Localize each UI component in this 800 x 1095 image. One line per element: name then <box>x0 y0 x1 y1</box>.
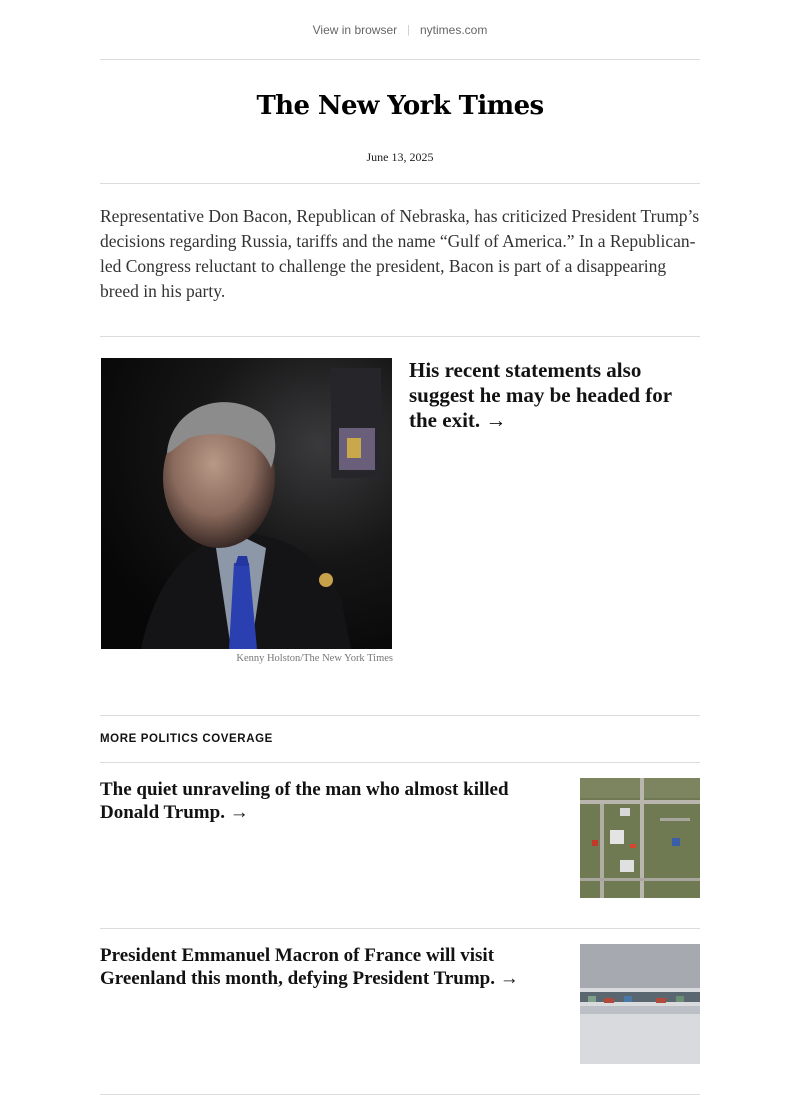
list-item[interactable] <box>100 929 700 1095</box>
issue-date: June 13, 2025 <box>366 150 434 164</box>
link-separator: | <box>407 23 410 36</box>
item-headline-link[interactable] <box>100 778 560 898</box>
item-headline[interactable]: The quiet unraveling of the man who almost killed Donald Trump. <box>100 779 509 823</box>
masthead <box>100 60 700 184</box>
aerial-illustration <box>580 778 700 898</box>
arrow-right-icon[interactable]: → <box>229 802 249 823</box>
greenland-illustration <box>580 944 700 1064</box>
greenland-photo[interactable] <box>580 944 700 1064</box>
portrait-illustration <box>101 358 392 649</box>
nyt-logo[interactable]: The New York Times <box>256 91 544 121</box>
portrait-photo[interactable] <box>101 358 392 649</box>
intro-paragraph: Representative Don Bacon, Republican of Nebraska, has criticized President Trump’s decisions regarding Russia, tariffs and the name “Gulf of America.” In a Republican-led Congress reluctant to challenge the president, Bacon is part of a disappearing breed in his party. <box>100 184 700 337</box>
item-headline[interactable]: President Emmanuel Macron of France will visit Greenland this month, defying President Trump. <box>100 945 496 989</box>
aerial-photo[interactable] <box>580 778 700 898</box>
feature-photo-column <box>101 358 393 715</box>
arrow-right-icon[interactable]: → <box>499 968 519 989</box>
item-headline-link[interactable] <box>100 944 560 1064</box>
view-in-browser-link[interactable]: View in browser <box>312 22 398 37</box>
email-container <box>100 0 700 1095</box>
list-item[interactable] <box>100 763 700 929</box>
feature-headline[interactable]: His recent statements also suggest he may be headed for the exit. <box>409 358 672 432</box>
top-links-bar <box>100 0 700 60</box>
feature-headline-link[interactable] <box>409 358 699 715</box>
nytimes-link[interactable]: nytimes.com <box>419 22 488 37</box>
section-label: MORE POLITICS COVERAGE <box>100 716 700 763</box>
arrow-right-icon[interactable]: → <box>485 408 507 432</box>
photo-credit: Kenny Holston/The New York Times <box>236 653 393 664</box>
feature-story[interactable] <box>100 337 700 716</box>
